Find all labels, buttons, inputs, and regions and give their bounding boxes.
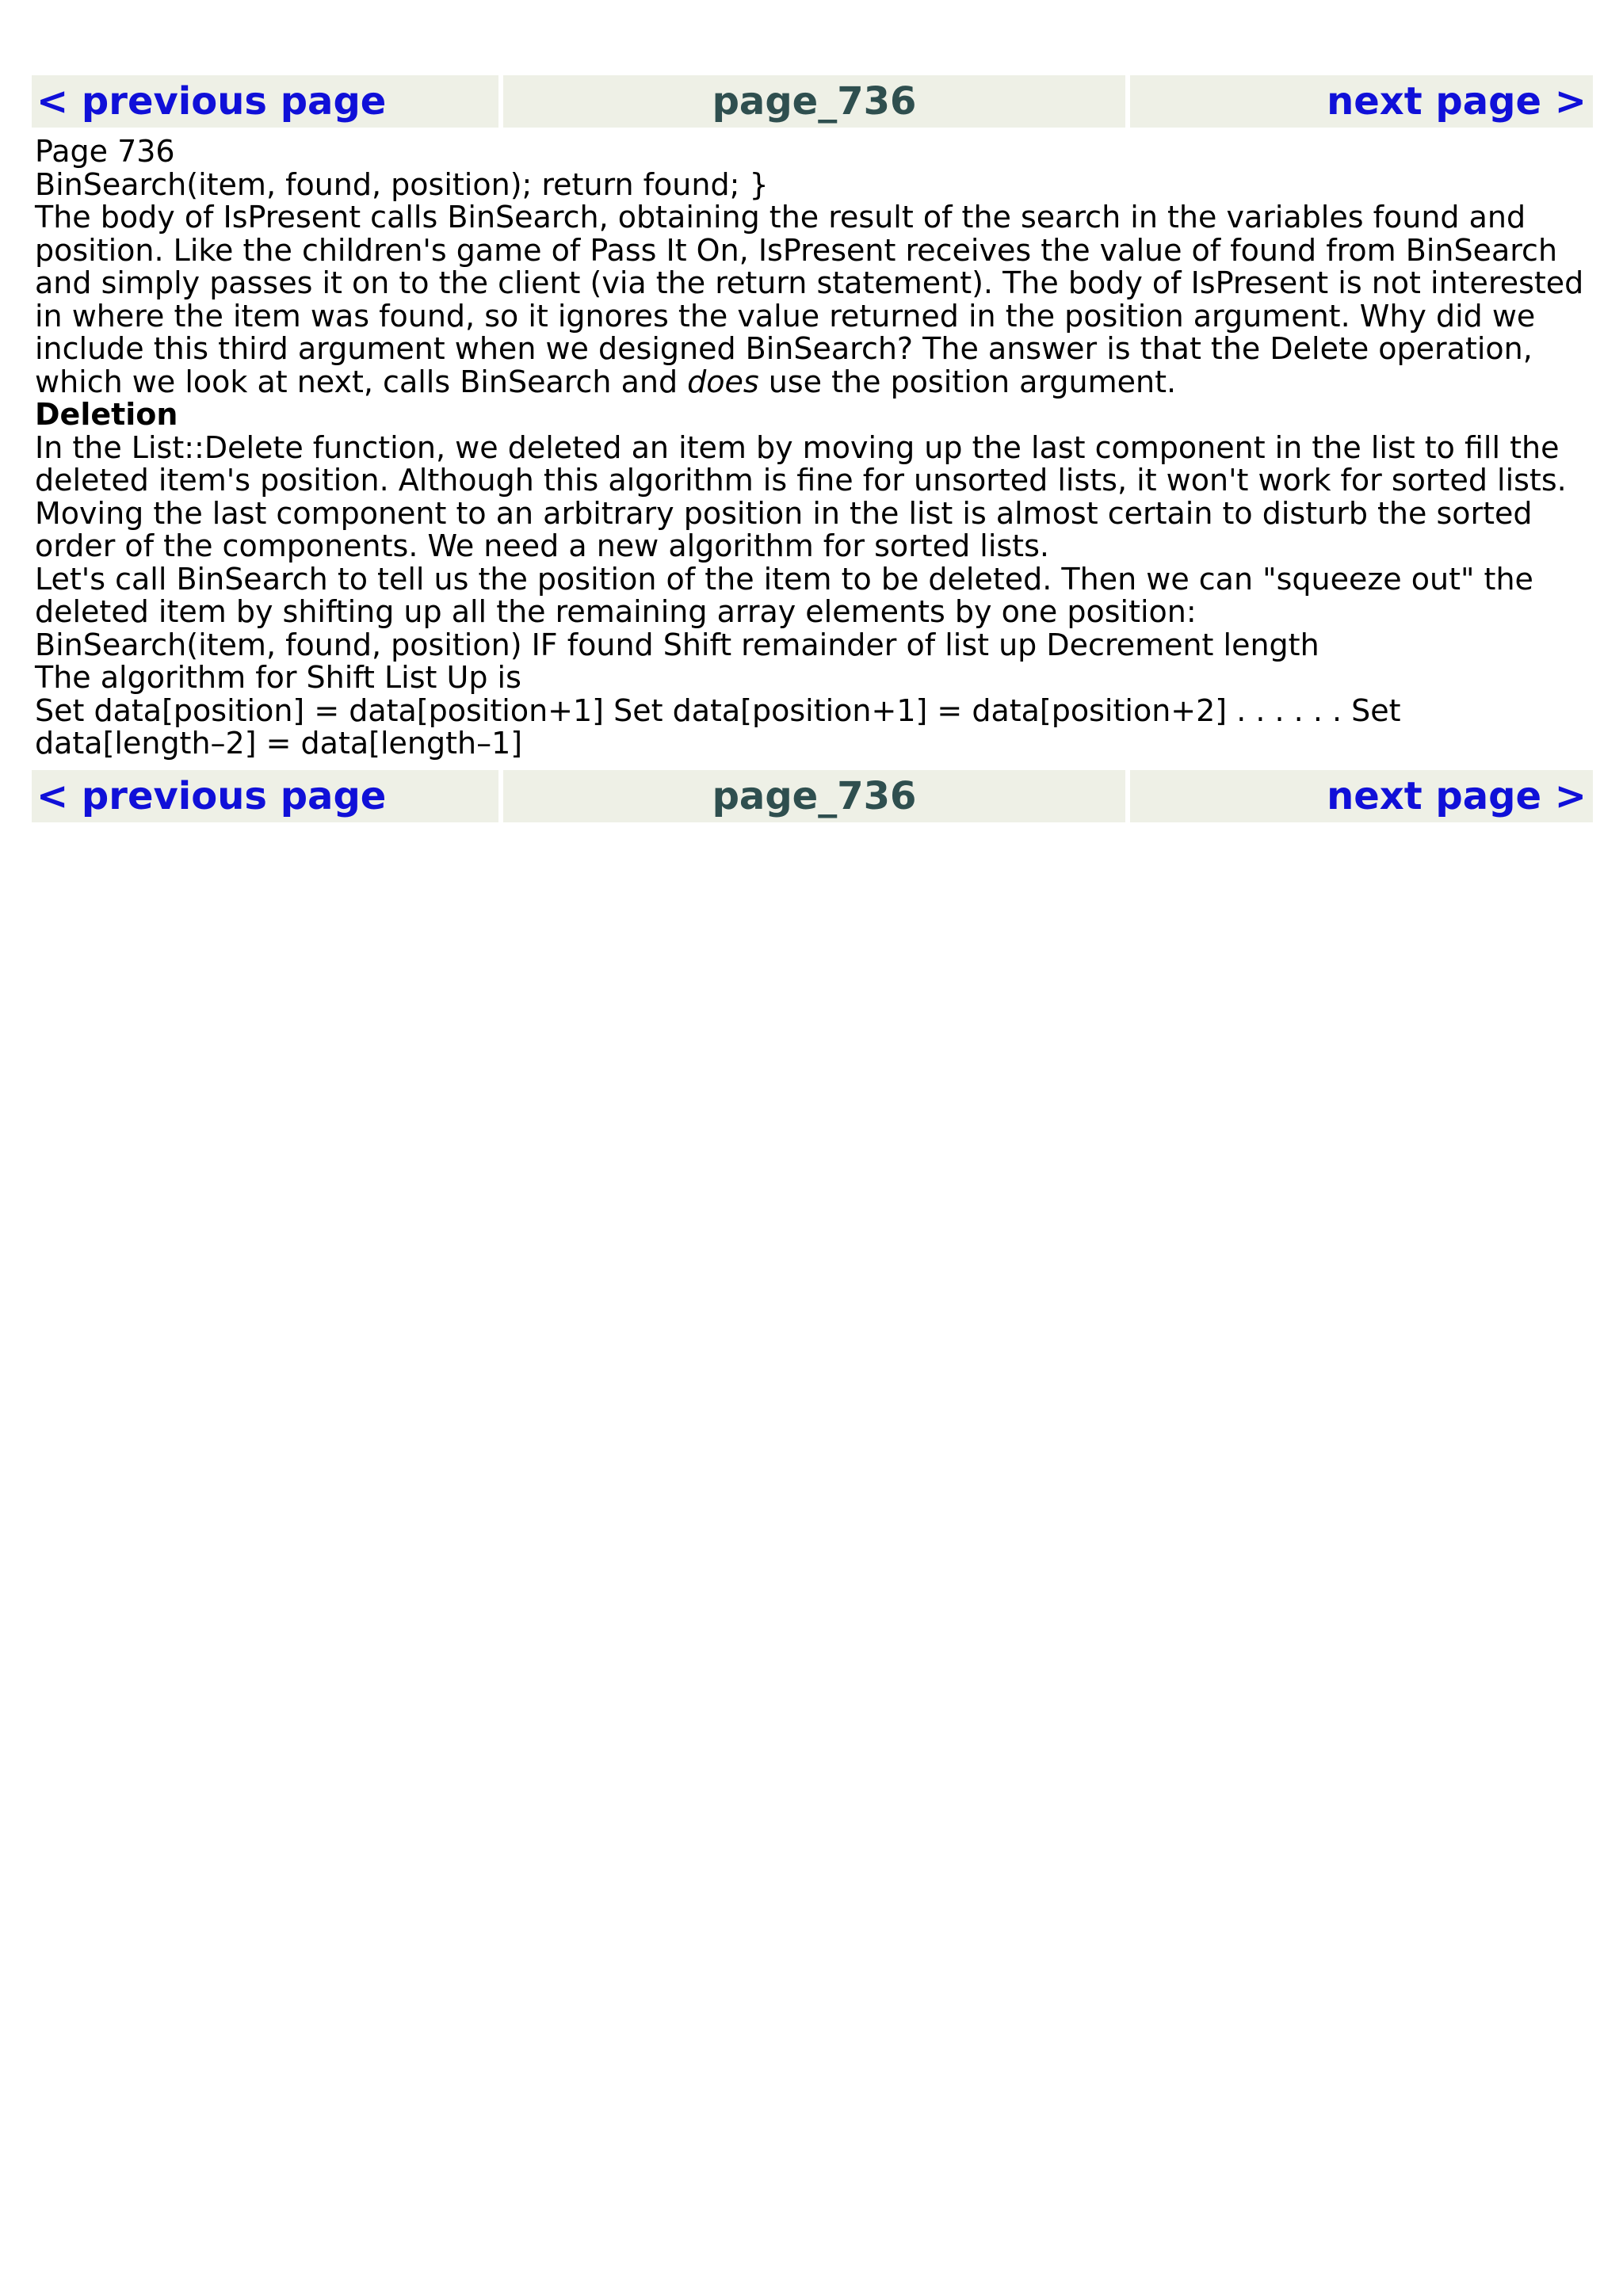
algorithm-shift: Set data[position] = data[position+1] Set data[position+1] = data[position+2] . . . . . . Set data[length–2] = data[length–1]: [35, 692, 1401, 761]
next-page-link[interactable]: next page >: [1130, 770, 1593, 822]
code-line: BinSearch(item, found, position); return found; }: [35, 166, 769, 202]
paragraph-ispresent: [35, 201, 1594, 399]
paragraph-shift: The algorithm for Shift List Up is: [35, 660, 521, 695]
top-navigation: [32, 75, 1598, 128]
bottom-navigation: [32, 770, 1598, 822]
page: [32, 75, 1598, 822]
page-number: Page 736: [35, 134, 175, 169]
page-label: page_736: [503, 75, 1125, 128]
page-content: [32, 128, 1598, 770]
paragraph-binsearch: Let's call BinSearch to tell us the position of the item to be deleted. Then we can "squeeze out" the deleted item by shifting up all the remaining array elements by one position:: [35, 561, 1533, 629]
previous-page-link[interactable]: < previous page: [32, 770, 498, 822]
section-heading: Deletion: [35, 397, 178, 432]
page-label: page_736: [503, 770, 1125, 822]
emphasis-text: does: [687, 364, 759, 399]
algorithm-delete: BinSearch(item, found, position) IF found Shift remainder of list up Decrement length: [35, 627, 1319, 662]
paragraph-text: The body of IsPresent calls BinSearch, obtaining the result of the search in the variables found and position. Like the children's game of Pass It On, IsPresent receives the value of found from BinSearch and simply passes it on to the client (via the return statement). The body of IsPresent is not interested in where the item was found, so it ignores the value returned in the position argument. Why did we include this third argument when we designed BinSearch? The answer is that the Delete operation, which we look at next, calls BinSearch and: [35, 200, 1584, 399]
next-page-link[interactable]: next page >: [1130, 75, 1593, 128]
paragraph-text: use the position argument.: [758, 364, 1177, 399]
previous-page-link[interactable]: < previous page: [32, 75, 498, 128]
paragraph-delete: In the List::Delete function, we deleted an item by moving up the last component in the list to fill the deleted item's position. Although this algorithm is fine for unsorted lists, it won't work for sorted lists. Moving the last component to an arbitrary position in the list is almost certain to disturb the sorted order of the components. We need a new algorithm for sorted lists.: [35, 429, 1567, 563]
